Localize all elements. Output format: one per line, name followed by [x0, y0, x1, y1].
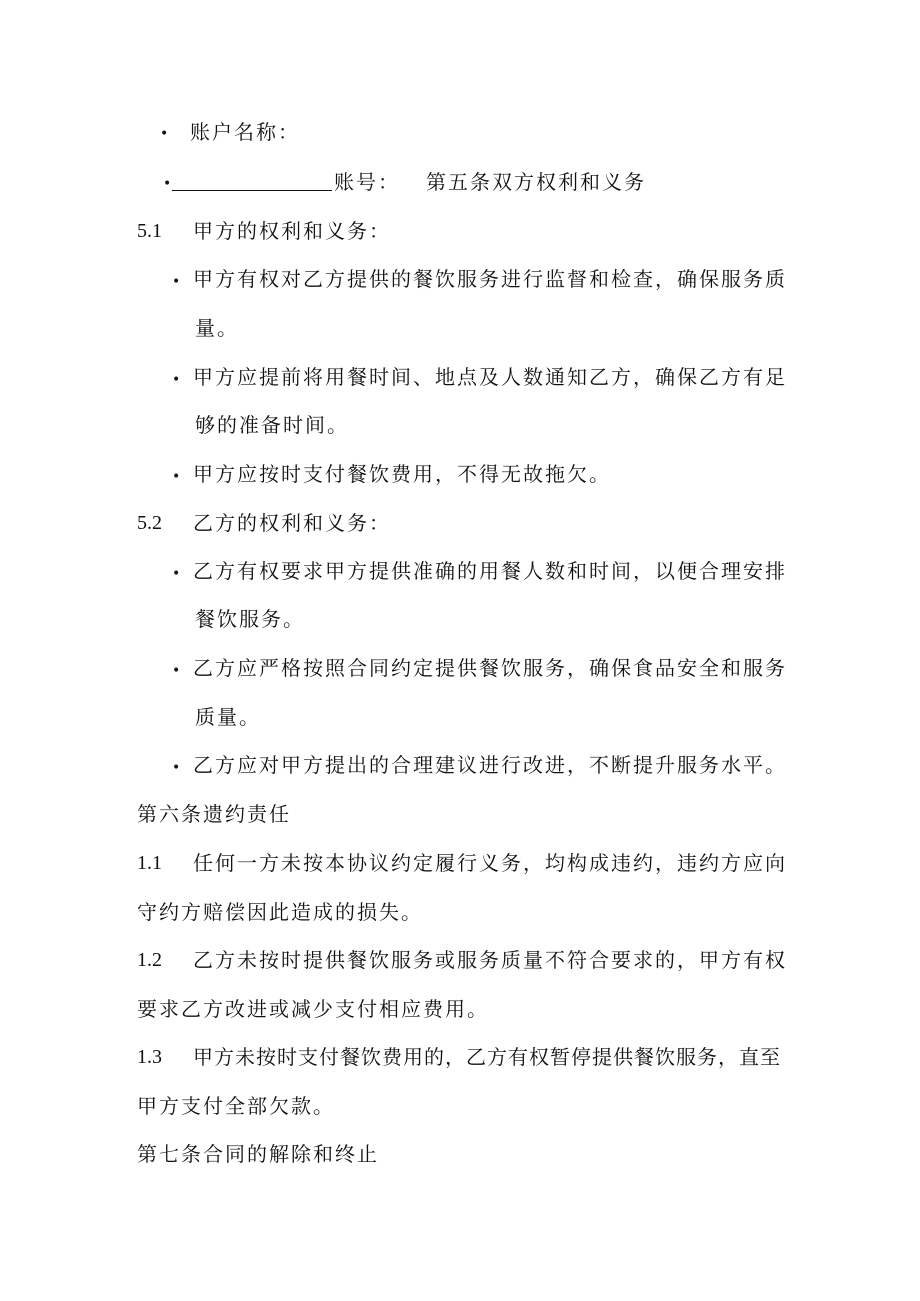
clause-1-1-line-1: 任何一方未按本协议约定履行义务，均构成违约，违约方应向 [193, 851, 787, 875]
clause-1-2-line-2: 要求乙方改进或减少支付相应费用。 [137, 997, 489, 1021]
account-name-label: 账户名称： [190, 120, 300, 144]
article6-title: 第六条遗约责任 [137, 802, 291, 826]
s5-1-item-2-line-2: 够的准备时间。 [195, 413, 349, 437]
s5-2-item-3-line-1: 乙方应对甲方提出的合理建议进行改进，不断提升服务水平。 [193, 753, 787, 777]
s5-1-item-1-line-2: 量。 [195, 316, 239, 340]
bullet-marker: • [172, 372, 181, 388]
clause-1-2-number: 1.2 [137, 949, 162, 971]
bullet-marker: • [172, 274, 181, 290]
s5-1-item-1-line-1: 甲方有权对乙方提供的餐饮服务进行监督和检查，确保服务质 [193, 267, 787, 291]
section-5-2-number: 5.2 [137, 512, 162, 534]
clause-1-3-line-2: 甲方支付全部欠款。 [137, 1094, 335, 1118]
bullet-marker: • [163, 176, 172, 192]
clause-1-3-number: 1.3 [137, 1046, 162, 1068]
bullet-marker: • [172, 469, 181, 485]
account-number-line [172, 168, 646, 196]
s5-2-item-2-line-1: 乙方应严格按照合同约定提供餐饮服务，确保食品安全和服务 [193, 656, 787, 680]
clause-1-1-line-2: 守约方赔偿因此造成的损失。 [137, 900, 423, 924]
clause-1-2-line-1: 乙方未按时提供餐饮服务或服务质量不符合要求的，甲方有权 [193, 948, 787, 972]
clause-1-3-line-1: 甲方未按时支付餐饮费用的，乙方有权暂停提供餐饮服务，直至 [193, 1045, 781, 1069]
section-5-2-title: 乙方的权利和义务： [193, 511, 391, 535]
section-5-1-number: 5.1 [137, 220, 162, 242]
clause-1-1-number: 1.1 [137, 852, 162, 874]
article5-title: 第五条双方权利和义务 [426, 170, 646, 194]
section-5-1-title: 甲方的权利和义务： [193, 219, 391, 243]
s5-1-item-3-line-1: 甲方应按时支付餐饮费用，不得无故拖欠。 [193, 462, 611, 486]
bullet-marker: • [160, 126, 169, 142]
s5-2-item-1-line-1: 乙方有权要求甲方提供准确的用餐人数和时间，以便合理安排 [193, 559, 787, 583]
account-number-label: 账号： [334, 170, 400, 194]
s5-1-item-2-line-1: 甲方应提前将用餐时间、地点及人数通知乙方，确保乙方有足 [193, 365, 787, 389]
s5-2-item-1-line-2: 餐饮服务。 [195, 607, 305, 631]
bullet-marker: • [172, 566, 181, 582]
bullet-marker: • [172, 663, 181, 679]
account-number-blank [172, 170, 332, 191]
bullet-marker: • [172, 760, 181, 776]
s5-2-item-2-line-2: 质量。 [195, 705, 261, 729]
article7-title: 第七条合同的解除和终止 [137, 1142, 379, 1166]
